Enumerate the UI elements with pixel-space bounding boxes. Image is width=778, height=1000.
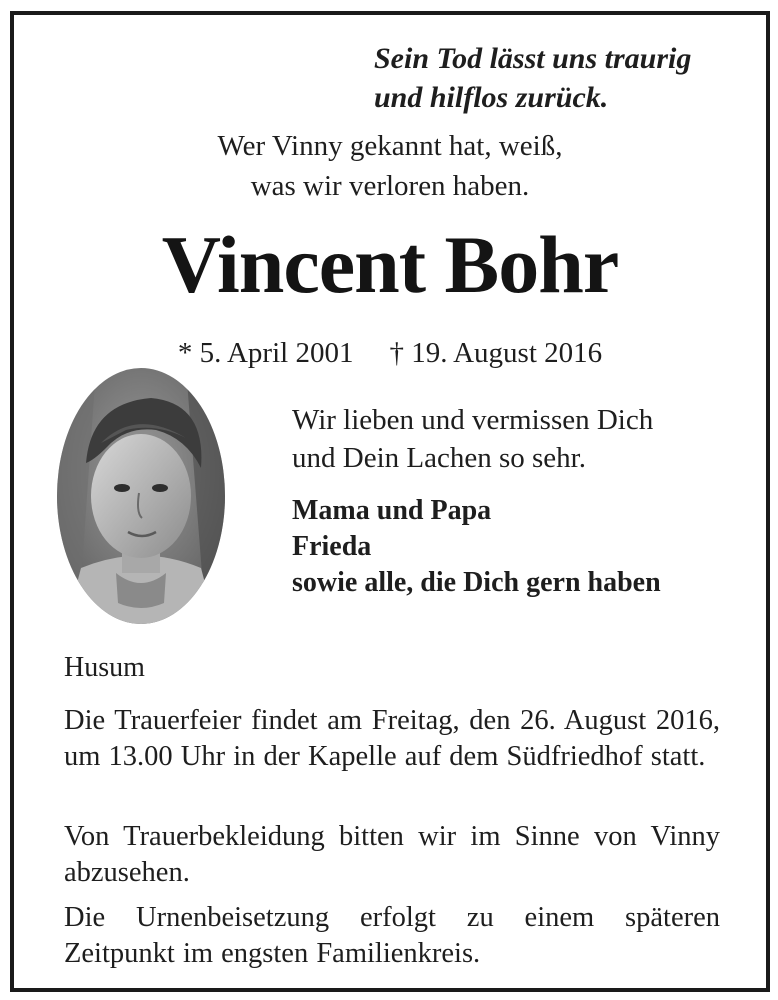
intro-text bbox=[14, 126, 766, 206]
birth-date: * 5. April 2001 bbox=[177, 337, 354, 369]
obituary-frame bbox=[10, 11, 770, 992]
intro-line: was wir verloren haben. bbox=[250, 170, 530, 202]
motto-line: und hilflos zurück. bbox=[374, 81, 609, 114]
death-date: † 19. August 2016 bbox=[389, 337, 603, 369]
message-line: Wir lieben und vermissen Dich bbox=[292, 404, 654, 436]
place-name: Husum bbox=[64, 652, 145, 683]
mourning-dress-paragraph: Von Trauerbekleidung bitten wir im Sinne von Vinny abzusehen. bbox=[64, 821, 720, 888]
signer: Mama und Papa bbox=[292, 495, 492, 526]
signers-list bbox=[292, 493, 661, 601]
intro-line: Wer Vinny gekannt hat, weiß, bbox=[217, 130, 563, 162]
personal-message bbox=[292, 401, 653, 477]
motto-line: Sein Tod lässt uns traurig bbox=[374, 42, 692, 75]
signer: Frieda bbox=[292, 531, 372, 562]
portrait-photo bbox=[56, 368, 226, 625]
signer: sowie alle, die Dich gern haben bbox=[292, 567, 661, 598]
message-line: und Dein Lachen so sehr. bbox=[292, 442, 586, 474]
life-dates bbox=[14, 333, 766, 373]
deceased-name: Vincent Bohr bbox=[161, 219, 619, 310]
urn-burial-paragraph: Die Urnenbeisetzung erfolgt zu einem späteren Zeitpunkt im engsten Familienkreis. bbox=[64, 902, 720, 969]
funeral-info-paragraph: Die Trauerfeier findet am Freitag, den 26. August 2016, um 13.00 Uhr in der Kapelle auf dem Südfriedhof statt. bbox=[64, 705, 720, 772]
motto-quote bbox=[374, 39, 714, 117]
